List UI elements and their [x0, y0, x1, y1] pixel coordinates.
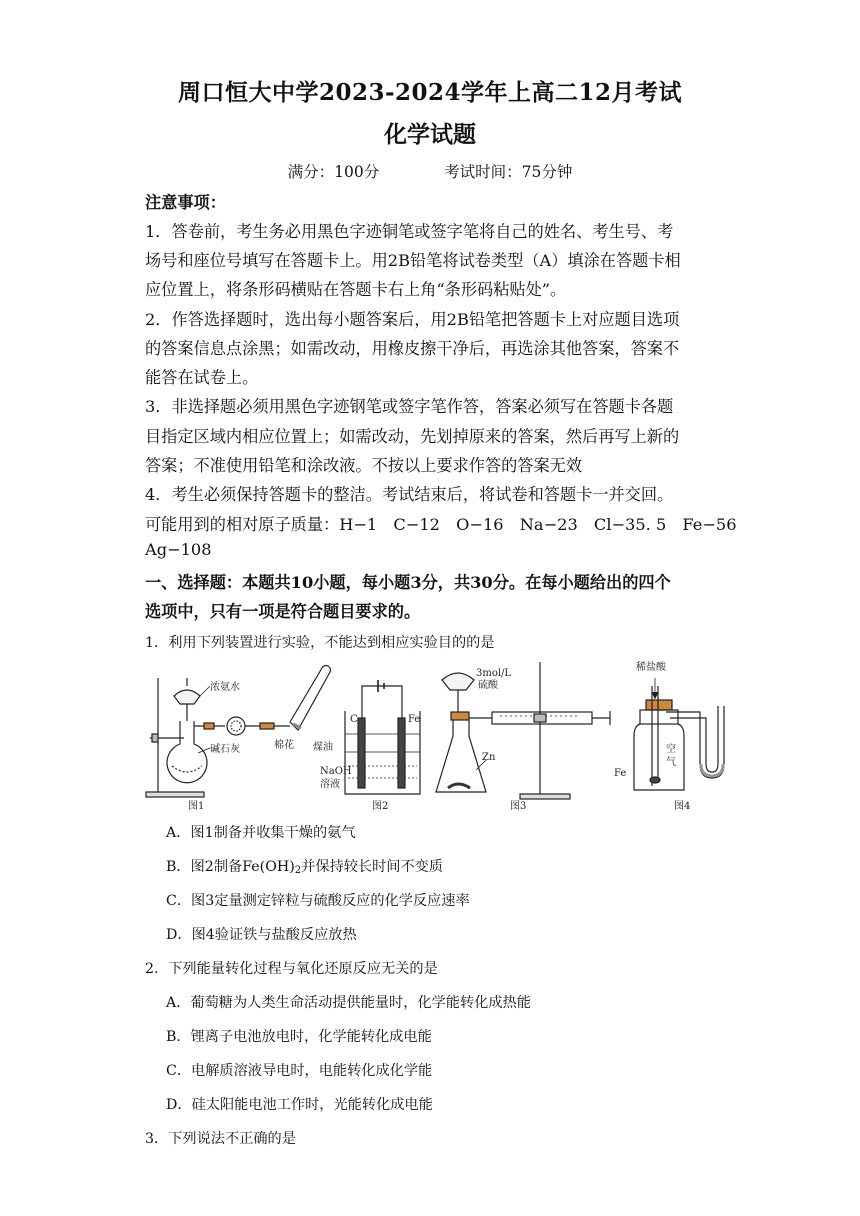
- section-heading: 一、选择题：本题共10小题，每小题3分，共30分。在每小题给出的四个: [145, 573, 671, 592]
- notice-line: 能答在试卷上。: [145, 368, 259, 387]
- q1-option-b: [166, 856, 443, 876]
- notice-line: 应位置上，将条形码横贴在答题卡右上角“条形码粘贴处”。: [145, 280, 567, 299]
- label-c: C: [350, 714, 358, 725]
- label-kerosene: 煤油: [313, 742, 333, 753]
- subject-title: 化学试题: [384, 121, 476, 148]
- section-heading-2: 选项中，只有一项是符合题目要求的。: [145, 602, 421, 621]
- question-3-stem: 3．下列说法不正确的是: [145, 1131, 296, 1147]
- exam-meta: [0, 160, 860, 182]
- notice-line: 2．作答选择题时，选出每小题答案后，用2B铅笔把答题卡上对应题目选项: [145, 310, 680, 329]
- figure-4: [614, 660, 724, 812]
- q1-option-b-sub: 2: [294, 865, 302, 876]
- notice-line: 答案；不准使用铅笔和涂改液。不按以上要求作答的答案无效: [145, 456, 583, 475]
- label-cotton: 棉花: [274, 740, 294, 751]
- notice-heading: 注意事项：: [145, 193, 226, 212]
- label-solution: 溶液: [320, 779, 340, 790]
- full-score: 满分：100分: [287, 163, 380, 181]
- label-acid-conc: 3mol/L: [476, 668, 512, 679]
- q1-option-d: D．图4验证铁与盐酸反应放热: [166, 927, 357, 943]
- q1-option-b-post: 并保持较长时间不变质: [301, 859, 444, 875]
- label-air-1: 空: [666, 744, 676, 755]
- figure-1: [146, 666, 330, 812]
- label-zn: Zn: [482, 752, 496, 763]
- figure-3-label: 图3: [510, 801, 527, 812]
- notice-line: 的答案信息点涂黑；如需改动，用橡皮擦干净后，再选涂其他答案，答案不: [145, 339, 680, 358]
- q2-option-a: A．葡萄糖为人类生命活动提供能量时，化学能转化成热能: [166, 995, 531, 1011]
- exam-time: 考试时间：75分钟: [444, 163, 573, 181]
- label-fe-4: Fe: [614, 768, 627, 779]
- label-sulfuric: 硫酸: [478, 680, 498, 691]
- q2-option-d: D．硅太阳能电池工作时，光能转化成电能: [166, 1097, 433, 1113]
- q1-option-b-pre: B．图2制备Fe(OH): [166, 859, 295, 875]
- notice-line: 1．答卷前，考生务必用黑色字迹铜笔或签字笔将自己的姓名、考生号、考: [145, 222, 674, 241]
- question-2-stem: 2．下列能量转化过程与氧化还原反应无关的是: [145, 961, 438, 977]
- label-soda-lime: 碱石灰: [210, 744, 240, 755]
- figure-3: [436, 662, 610, 812]
- label-air-2: 气: [666, 757, 676, 768]
- apparatus-figure: [140, 656, 750, 814]
- label-hcl: 稀盐酸: [636, 662, 666, 673]
- notice-line: 3．非选择题必须用黑色字迹钢笔或签字笔作答，答案必须写在答题卡各题: [145, 397, 674, 416]
- q2-option-c: C．电解质溶液导电时，电能转化成化学能: [166, 1063, 433, 1079]
- atomic-mass-line-2: Ag−108: [145, 540, 212, 559]
- q1-option-a: A．图1制备并收集干燥的氨气: [166, 825, 356, 841]
- q2-option-b: B．锂离子电池放电时，化学能转化成电能: [166, 1029, 432, 1045]
- figure-2-label: 图2: [372, 801, 389, 812]
- question-1-stem: 1．利用下列装置进行实验，不能达到相应实验目的的是: [145, 635, 495, 651]
- q1-option-c: C．图3定量测定锌粒与硫酸反应的化学反应速率: [166, 893, 470, 909]
- notice-line: 目指定区域内相应位置上；如需改动，先划掉原来的答案，然后再写上新的: [145, 427, 680, 446]
- notice-line: 4．考生必须保持答题卡的整洁。考试结束后，将试卷和答题卡一并交回。: [145, 485, 674, 504]
- label-naoh: NaOH: [320, 766, 352, 777]
- notice-line: 场号和座位号填写在答题卡上。用2B铅笔将试卷类型（A）填涂在答题卡相: [145, 251, 681, 270]
- exam-title: 周口恒大中学2023-2024学年上高二12月考试: [177, 79, 683, 106]
- figure-1-label: 图1: [188, 801, 205, 812]
- figure-4-label: 图4: [674, 801, 691, 812]
- figure-2: [313, 680, 420, 812]
- label-ammonia: 浓氨水: [210, 682, 240, 693]
- label-fe: Fe: [408, 714, 421, 725]
- atomic-mass-line: 可能用到的相对原子质量：H−1 C−12 O−16 Na−23 Cl−35. 5 Fe−56: [145, 515, 737, 534]
